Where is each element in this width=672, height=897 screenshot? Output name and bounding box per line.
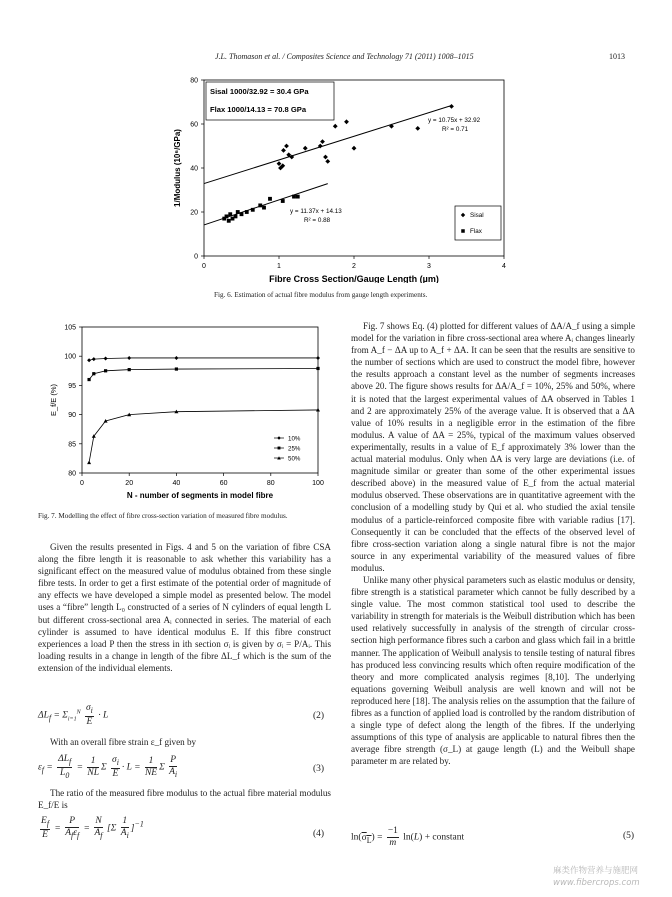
data-point-sisal	[281, 148, 286, 153]
paragraph: Unlike many other physical parameters such as elastic modulus or density, fibre strength is a statistical parameter which cannot be fully described by a single value. The most common statistical tool used to describe the variability in strength for materials is the Weibull distribution which has been used relatively successfully in analysis of the strength of circular cross-section high performance fibres such a carbon and glass which fail in a brittle manner. The application of Weibull analysis to tensile testing of natural fibres has produced less convincing results which often require modification of the theory and more complicated analysis regimes [8,10]. The underlying equations governing Weibull analysis are well known and will not be reproduced here [18]. The analysis relies on the assumption that the failure of fibres as a function of applied load is controlled by the random distribution of a single type of defect along the length of the fibres. If the underlying assumptions of this type of analysis are applicable to natural fibres then the average fibre strength (σ_L) at gauge length (L) and the Weibull shape parameter m are related by.	[351, 574, 635, 767]
left-column-eq3-lead	[38, 736, 331, 748]
y-tick-label: 20	[190, 209, 198, 217]
data-point-sisal	[325, 159, 330, 164]
paragraph: The ratio of the measured fibre modulus to the actual fibre material modulus E_f/E is	[38, 788, 331, 811]
left-column-paragraph-1	[38, 541, 331, 674]
y-tick-label: 60	[190, 121, 198, 129]
page-number: 1013	[609, 52, 625, 61]
legend-label-50pct: 50%	[288, 455, 301, 463]
y-tick-label: 105	[64, 324, 76, 332]
equation-2: $\Delta L_f = \Sigma_{i=1}^N$ $\frac{\sigma_i}{E}$ · L	[38, 703, 109, 727]
left-column-eq4-lead	[38, 787, 331, 811]
figure-7-chart	[38, 318, 338, 500]
legend-marker-25pct	[278, 447, 281, 450]
sisal-trend-equation: y = 10.75x + 32.92	[428, 117, 481, 124]
data-point-flax	[258, 203, 262, 207]
data-point-flax	[227, 219, 231, 223]
flax-r-squared: R² = 0.88	[304, 217, 331, 224]
legend-marker-flax	[461, 229, 465, 233]
data-point-sisal	[415, 126, 420, 131]
x-tick-label: 100	[312, 480, 324, 487]
data-point-flax	[228, 212, 232, 216]
x-tick-label: 40	[172, 480, 181, 487]
y-tick-label: 90	[68, 412, 76, 420]
paragraph: With an overall fibre strain ε_f given by	[50, 737, 197, 747]
journal-citation: J.L. Thomason et al. / Composites Science and Technology 71 (2011) 1008–1015	[215, 52, 474, 61]
figure-7-caption: Fig. 7. Modelling the effect of fibre cross-section variation of measured fibre modulus.	[38, 512, 288, 520]
data-point-flax	[281, 199, 285, 203]
equation-3: $\varepsilon_f$ = $\frac{\Delta L_f}{L_0}$ = $\frac{1}{NL}$ Σ $\frac{\sigma_i}{E}$ · L = $\frac{1}{NE}$ Σ $\frac{P}{A_i}$	[38, 754, 178, 780]
x-tick-label: 2	[352, 263, 356, 270]
paragraph: Given the results presented in Figs. 4 and 5 on the variation of fibre CSA along the fibre length it is reasonable to ask whether this variability has a significant effect on the measured value of modulus obtained from these single fibre tests. In order to get a first estimate of the potential order of magnitude of any effects we have developed a simple model as presented below. The model uses a “fibre” length L₀ constructed of a series of N cylinders of equal length L but different cross-sectional area Aᵢ connected in series. The material of each cylinder is assumed to have identical modulus E. If this fibre construct experiences a load P then the stress in ith section σᵢ is given by σᵢ = P/Aᵢ. This loading results in a change in length of the fibre ΔL_f which is the sum of the extension of the individual elements.	[38, 542, 331, 673]
x-tick-label: 0	[202, 263, 206, 270]
x-axis-label: Fibre Cross Section/Gauge Length (µm)	[269, 274, 439, 283]
flax-modulus-annotation: Flax 1000/14.13 = 70.8 GPa	[210, 105, 307, 114]
data-point-sisal	[303, 146, 308, 151]
sisal-r-squared: R² = 0.71	[442, 126, 469, 133]
data-point-25pct	[104, 369, 107, 372]
y-axis-label: E_f/E (%)	[49, 383, 58, 417]
data-point-10pct	[92, 357, 96, 361]
data-point-flax	[225, 214, 229, 218]
data-point-sisal	[344, 119, 349, 124]
watermark-cn: 麻类作物营养与施肥网	[553, 866, 639, 876]
equation-2-number: (2)	[313, 711, 325, 721]
data-point-flax	[268, 197, 272, 201]
data-point-sisal	[284, 144, 289, 149]
data-point-50pct	[87, 460, 91, 464]
data-point-sisal	[320, 139, 325, 144]
data-point-sisal	[277, 161, 282, 166]
data-point-flax	[240, 212, 244, 216]
data-point-25pct	[316, 367, 319, 370]
x-tick-label: 0	[80, 480, 84, 487]
right-column-text	[351, 320, 635, 767]
x-tick-label: 20	[125, 480, 134, 487]
data-point-10pct	[104, 357, 108, 361]
data-point-flax	[292, 195, 296, 199]
x-tick-label: 3	[427, 263, 431, 270]
data-point-flax	[234, 214, 238, 218]
data-point-sisal	[333, 124, 338, 129]
y-tick-label: 0	[194, 253, 198, 261]
data-point-flax	[245, 210, 249, 214]
figure-6-chart	[150, 68, 530, 283]
flax-trend-equation: y = 11.37x + 14.13	[290, 208, 342, 215]
series-line-10pct	[89, 358, 318, 360]
data-point-25pct	[175, 367, 178, 370]
data-point-10pct	[316, 356, 320, 360]
x-tick-label: 80	[266, 480, 275, 487]
paragraph: Fig. 7 shows Eq. (4) plotted for different values of ΔA/A_f using a simple model for the variation in fibre cross-sectional area where Aᵢ changes linearly from A_f − ΔA up to A_f + ΔA. It can be seen that the results are sensitive to the number of sections which are used to construct the model fibre, however the results approach a constant level as the number of segments increases above 20. The figure shows results for ΔA/A_f = 10%, 25% and 50%, where it is noted that the largest experimental values of ΔA observed in Tables 1 and 2 are approximately 25% of the average value. It is observed that a ΔA value of 10% results in a negligible error in the estimation of the fibre modulus. A value of ΔA = 25%, typical of the maximum values observed experimentally, results in a value of E_f approximately 3% lower than the actual material modulus. Only when ΔA is very large are deviations (i.e. of magnitude similar or greater than some of the other experimental issues described above) in the measured value of E_f from the actual material modulus observed. These observations are in quantitative agreement with the conclusion of a modelling study by Qui et al. who studied the axial tensile modulus of a particle-reinforced composite fibre with variable radius [17]. Consequently it can be concluded that the effects of the observed level of fibre cross-section variation along a single natural fibre is not the major source in any experimental variability of the measured values of fibre modulus.	[351, 321, 635, 573]
x-tick-label: 4	[502, 263, 506, 270]
data-point-flax	[251, 208, 255, 212]
legend-label-25pct: 25%	[288, 445, 301, 453]
equation-5-number: (5)	[623, 831, 635, 841]
y-tick-label: 85	[68, 441, 76, 449]
data-point-25pct	[128, 368, 131, 371]
data-point-10pct	[174, 356, 178, 360]
data-point-sisal	[323, 155, 328, 160]
data-point-flax	[262, 206, 266, 210]
data-point-10pct	[87, 358, 91, 362]
equation-3-number: (3)	[313, 764, 325, 774]
equation-5: $\ln(\sigma_L)$ = $\frac{-1}{m}$ ln(L) + constant	[351, 826, 465, 848]
data-point-flax	[296, 195, 300, 199]
equation-4-number: (4)	[313, 829, 325, 839]
y-tick-label: 80	[190, 77, 198, 85]
series-line-25pct	[89, 368, 318, 379]
y-tick-label: 40	[190, 165, 198, 173]
figure-6-caption: Fig. 6. Estimation of actual fibre modulus from gauge length experiments.	[214, 291, 428, 299]
y-tick-label: 95	[68, 382, 76, 390]
x-axis-label: N - number of segments in model fibre	[126, 491, 274, 500]
x-tick-label: 1	[277, 263, 281, 270]
legend-label-10pct: 10%	[288, 435, 301, 443]
data-point-25pct	[92, 372, 95, 375]
watermark-url: www.fibercrops.com	[553, 878, 640, 888]
data-point-25pct	[87, 378, 90, 381]
y-tick-label: 100	[64, 353, 76, 361]
data-point-flax	[236, 210, 240, 214]
data-point-sisal	[449, 104, 454, 109]
legend-label-sisal: Sisal	[470, 212, 484, 219]
equation-4: $\frac{E_f}{E}$ = $\frac{P}{A_f\varepsilon_f}$ = $\frac{N}{A_f}$ [Σ $\frac{1}{A_i}$ ]$^{-1}$	[41, 816, 144, 840]
y-tick-label: 80	[68, 470, 76, 478]
legend-label-flax: Flax	[470, 228, 482, 235]
data-point-10pct	[127, 356, 131, 360]
y-axis-label: 1/Modulus (10⁶/GPa)	[173, 129, 182, 207]
sisal-modulus-annotation: Sisal 1000/32.92 = 30.4 GPa	[210, 87, 309, 96]
x-tick-label: 60	[219, 480, 228, 487]
data-point-sisal	[352, 146, 357, 151]
